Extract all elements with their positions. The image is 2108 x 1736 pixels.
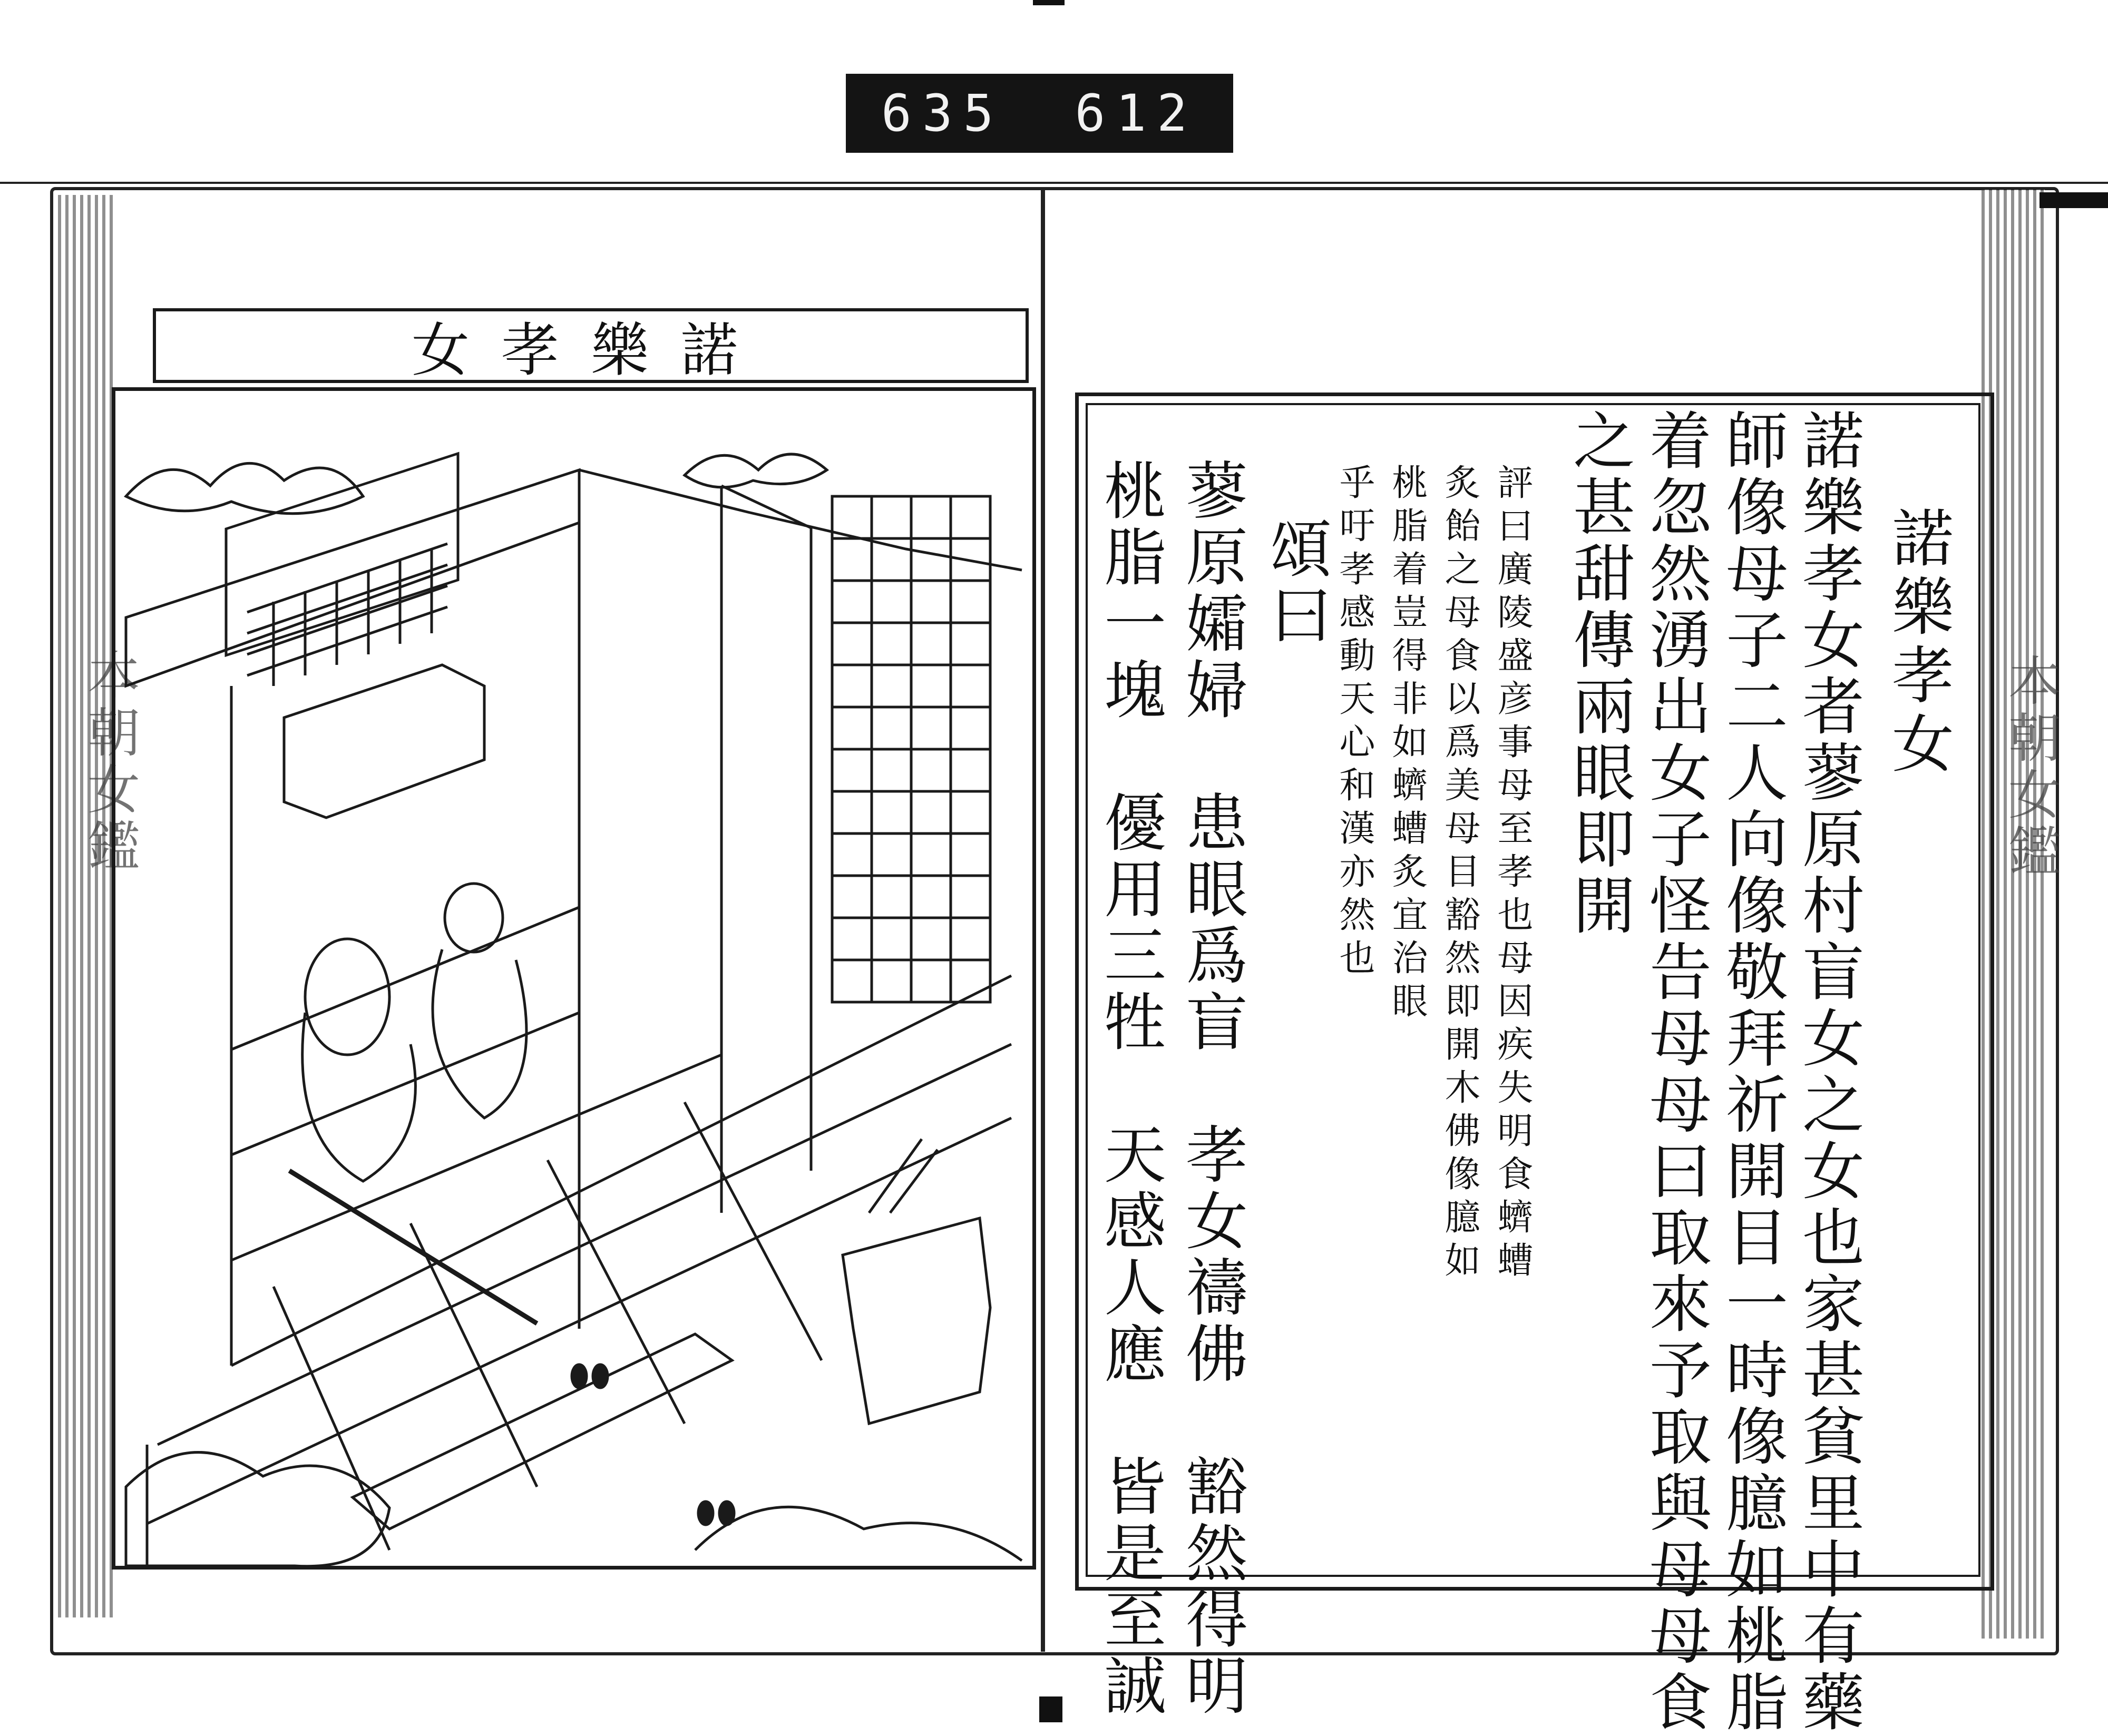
commentary-column-4: 乎吁孝感動天心和漢亦然也 [1333, 464, 1375, 982]
verse-column-1: 蓼原孀婦 患眼爲盲 孝女禱佛 豁然得明 [1175, 458, 1248, 1720]
mother-figure [305, 939, 389, 1055]
lantern [843, 1218, 990, 1424]
story-heading: 諾樂孝女 [1881, 506, 1954, 780]
illustration-title: 諾樂孝女 [412, 317, 770, 384]
body-column-2: 師像母子二人向像敬拜祈開目一時像臆如桃脂 [1715, 408, 1788, 1736]
book-spine [1041, 187, 1045, 1652]
cloud-top-right [685, 454, 827, 487]
body-column-3: 着忽然湧出女子怪告母母曰取來予取與母母食 [1639, 408, 1712, 1736]
cloud-bottom [126, 1453, 389, 1566]
verse-column-2: 桃脂一塊 優用三牲 天感人應 皆是至誠 [1094, 458, 1166, 1720]
right-margin-title: 本朝女鑑 [1999, 653, 2061, 881]
cloud-top-left [126, 463, 363, 513]
commentary-column-1: 評曰廣陵盛彦事母至孝也母因疾失明食蠐螬 [1491, 464, 1533, 1284]
verse-title: 頌曰 [1260, 516, 1332, 649]
commentary-column-2: 炙飴之母食以爲美母目豁然即開木佛像臆如 [1439, 464, 1480, 1284]
body-column-1: 諾樂孝女者蓼原村盲女之女也家甚貧里中有藥 [1792, 408, 1865, 1736]
scan-top-mark [1033, 0, 1065, 5]
temple-scene-drawing [115, 391, 1032, 1566]
right-page-tab [2039, 192, 2108, 208]
catalog-number-right: 612 [1075, 84, 1198, 143]
left-page-edge [58, 195, 116, 1617]
catalog-number-label [846, 74, 1233, 153]
catalog-number-left: 635 [881, 84, 1004, 143]
illustration-title-box [153, 308, 1029, 383]
scan-frame-line [0, 182, 2108, 184]
scan-bottom-mark [1039, 1696, 1062, 1722]
lattice-window-left [226, 454, 458, 655]
left-margin-title: 本朝女鑑 [79, 648, 140, 876]
offering-box [284, 665, 484, 818]
commentary-column-3: 桃脂着豈得非如蠐螬炙宜治眼 [1386, 464, 1428, 1025]
daughter-figure [445, 884, 503, 952]
body-column-4: 之甚甜傳兩眼即開 [1563, 408, 1635, 939]
stone-step [353, 1334, 732, 1529]
illustration [112, 387, 1036, 1570]
